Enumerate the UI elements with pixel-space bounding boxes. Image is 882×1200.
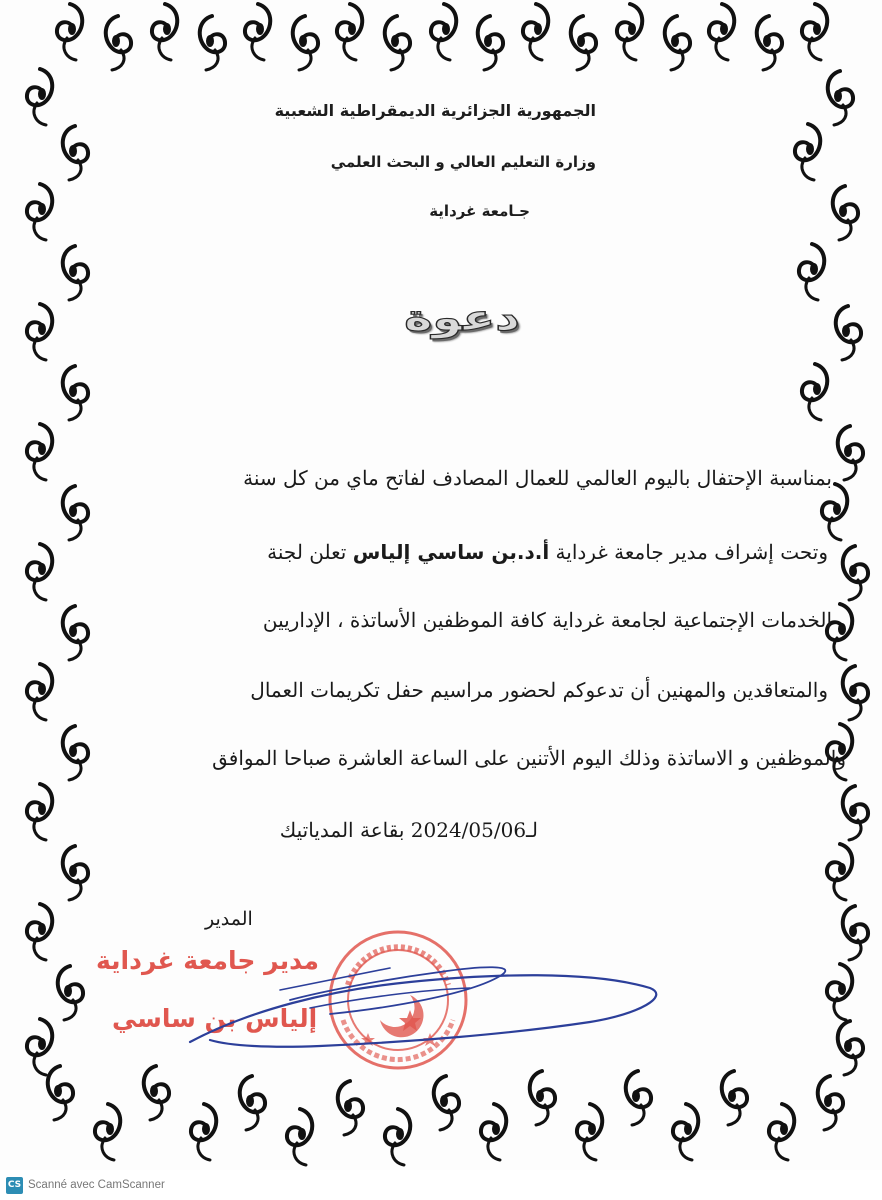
director-name: أ.د.بن ساسي إلياس [352, 540, 550, 564]
handwritten-signature [170, 950, 670, 1070]
stamp-name: إلياس بن ساسي [112, 1004, 318, 1033]
body-line-5: والموظفين و الاساتذة وذلك اليوم الأتنين على الساعة العاشرة صباحا الموافق [212, 746, 846, 770]
body-line-6: لـ2024/05/06 بقاعة المدياتيك [279, 818, 538, 842]
right-border-ornaments [795, 71, 868, 1075]
university-heading: جـامعة غرداية [429, 202, 530, 220]
ministry-heading: وزارة التعليم العالي و البحث العلمي [330, 153, 596, 171]
scanner-footer [0, 1170, 882, 1200]
left-border-ornaments [27, 69, 88, 1075]
bottom-border-ornaments [48, 1066, 843, 1165]
scanner-credit: Scanné avec CamScanner [28, 1179, 165, 1191]
republic-heading: الجمهورية الجزائرية الديمقراطية الشعبية [274, 101, 596, 120]
document-title: دعوة [404, 297, 520, 339]
camscanner-logo-icon: CS [6, 1177, 23, 1194]
director-label: المدير [205, 908, 253, 930]
body-line-3: الخدمات الإجتماعية لجامعة غرداية كافة الموظفين الأساتذة ، الإداريين [262, 608, 832, 632]
stamp-title: مدير جامعة غرداية [96, 946, 319, 975]
body-line-4: والمتعاقدين والمهنين أن تدعوكم لحضور مراسيم حفل تكريمات العمال [250, 678, 828, 702]
body-line-2 [267, 540, 828, 564]
body-line-1: بمناسبة الإحتفال باليوم العالمي للعمال المصادف لفاتح ماي من كل سنة [243, 466, 832, 490]
body-line-2-end: تعلن لجنة [267, 540, 353, 564]
top-border-ornaments [57, 4, 827, 70]
body-line-2-start: وتحت إشراف مدير جامعة غرداية [549, 540, 828, 564]
